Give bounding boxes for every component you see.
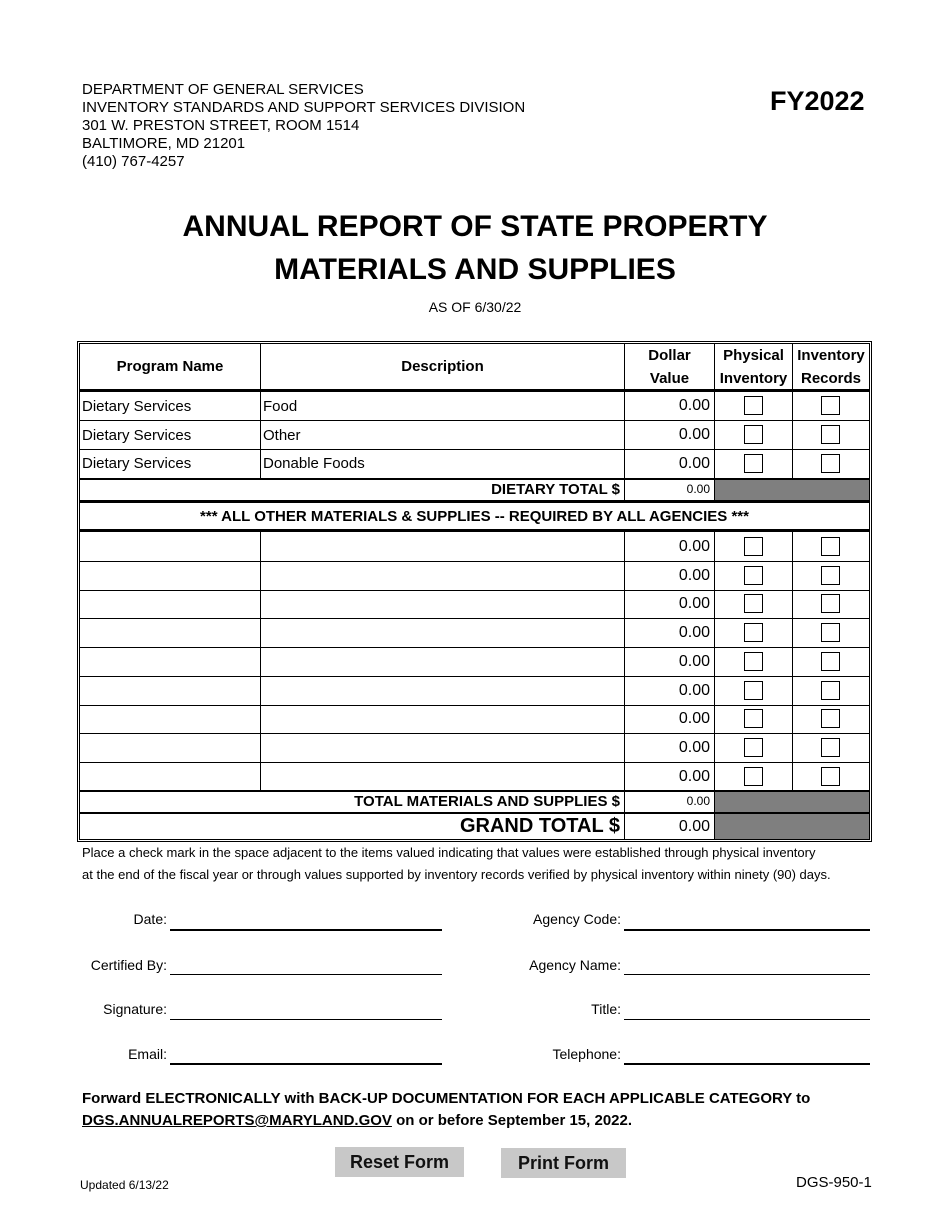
grand-total-row xyxy=(80,814,869,839)
grand-total-value: 0.00 xyxy=(625,814,715,839)
agency-name-label: Agency Name: xyxy=(529,957,621,973)
col-header-records-l2: Records xyxy=(800,369,862,387)
col-header-description-label: Description xyxy=(401,358,484,375)
table-row xyxy=(80,561,869,590)
dietary-total-value: 0.00 xyxy=(625,478,715,500)
program-name-cell[interactable] xyxy=(80,561,261,590)
instruction-note-line1: Place a check mark in the space adjacent to the items valued indicating that values were established through physical inventory xyxy=(82,845,816,860)
physical-inventory-cell xyxy=(715,647,793,676)
page-title-line2: MATERIALS AND SUPPLIES xyxy=(274,253,676,286)
description-cell[interactable]: Donable Foods xyxy=(261,449,625,478)
address-line: DEPARTMENT OF GENERAL SERVICES xyxy=(82,81,364,98)
table-row xyxy=(80,618,869,647)
physical-inventory-cell xyxy=(715,392,793,420)
address-line: INVENTORY STANDARDS AND SUPPORT SERVICES DIVISION xyxy=(82,99,526,116)
inventory-table xyxy=(77,341,872,842)
telephone-label: Telephone: xyxy=(552,1046,621,1062)
col-header-dollar-l1: Dollar xyxy=(648,346,691,364)
dietary-total-label: DIETARY TOTAL $ xyxy=(80,478,625,500)
inventory-records-checkbox[interactable] xyxy=(821,681,840,700)
signature-label: Signature: xyxy=(103,1001,167,1017)
col-header-records-l1: Inventory xyxy=(797,346,865,364)
inventory-records-checkbox[interactable] xyxy=(821,623,840,642)
physical-inventory-checkbox[interactable] xyxy=(744,425,763,444)
physical-inventory-checkbox[interactable] xyxy=(744,623,763,642)
table-row xyxy=(80,421,869,449)
col-header-description xyxy=(261,344,625,389)
dollar-value-cell[interactable]: 0.00 xyxy=(625,449,715,478)
description-cell[interactable] xyxy=(261,589,625,618)
description-cell[interactable] xyxy=(261,618,625,647)
physical-inventory-checkbox[interactable] xyxy=(744,652,763,671)
inventory-records-checkbox[interactable] xyxy=(821,709,840,728)
physical-inventory-checkbox[interactable] xyxy=(744,537,763,556)
email-field[interactable] xyxy=(170,1063,442,1065)
inventory-records-cell xyxy=(793,532,869,561)
inventory-records-checkbox[interactable] xyxy=(821,652,840,671)
table-row xyxy=(80,762,869,791)
page-title-line1: ANNUAL REPORT OF STATE PROPERTY xyxy=(182,210,768,243)
dollar-value-cell[interactable]: 0.00 xyxy=(625,733,715,762)
program-name-cell[interactable] xyxy=(80,762,261,791)
instruction-note-line2: at the end of the fiscal year or through values supported by inventory records verified by physical inventory within ninety (90) days. xyxy=(82,867,831,882)
inventory-records-cell xyxy=(793,647,869,676)
program-name-cell[interactable] xyxy=(80,532,261,561)
inventory-records-cell xyxy=(793,561,869,590)
physical-inventory-checkbox[interactable] xyxy=(744,767,763,786)
certified-by-label: Certified By: xyxy=(90,957,167,973)
total-materials-row xyxy=(80,790,869,812)
updated-date: Updated 6/13/22 xyxy=(80,1178,169,1192)
inventory-records-cell xyxy=(793,762,869,791)
dollar-value-cell[interactable]: 0.00 xyxy=(625,532,715,561)
table-row xyxy=(80,589,869,618)
physical-inventory-checkbox[interactable] xyxy=(744,594,763,613)
inventory-records-checkbox[interactable] xyxy=(821,594,840,613)
forward-line1: Forward ELECTRONICALLY with BACK-UP DOCUMENTATION FOR EACH APPLICABLE CATEGORY to xyxy=(82,1090,811,1107)
dollar-value-cell[interactable]: 0.00 xyxy=(625,704,715,733)
email-label: Email: xyxy=(128,1046,167,1062)
physical-inventory-checkbox[interactable] xyxy=(744,454,763,473)
inventory-records-checkbox[interactable] xyxy=(821,425,840,444)
agency-address xyxy=(82,81,525,171)
address-line: 301 W. PRESTON STREET, ROOM 1514 xyxy=(82,117,360,134)
print-form-button[interactable]: Print Form xyxy=(501,1148,626,1178)
dollar-value-cell[interactable]: 0.00 xyxy=(625,561,715,590)
table-header-row xyxy=(80,344,869,389)
col-header-dollar-l2: Value xyxy=(649,369,690,387)
col-header-dollar xyxy=(625,344,715,389)
physical-inventory-cell xyxy=(715,532,793,561)
table-row xyxy=(80,392,869,420)
table-row xyxy=(80,647,869,676)
date-field[interactable] xyxy=(170,929,442,931)
program-name-cell[interactable] xyxy=(80,704,261,733)
total-materials-value: 0.00 xyxy=(625,790,715,812)
dollar-value-cell[interactable]: 0.00 xyxy=(625,762,715,791)
dollar-value-cell[interactable]: 0.00 xyxy=(625,647,715,676)
physical-inventory-checkbox[interactable] xyxy=(744,709,763,728)
as-of-date: AS OF 6/30/22 xyxy=(428,299,522,315)
inventory-records-cell xyxy=(793,392,869,420)
col-header-program xyxy=(80,344,261,389)
program-name-cell[interactable] xyxy=(80,618,261,647)
physical-inventory-cell xyxy=(715,762,793,791)
dietary-total-row xyxy=(80,478,869,500)
table-row xyxy=(80,733,869,762)
total-materials-shade xyxy=(715,790,869,812)
address-line: (410) 767-4257 xyxy=(82,153,185,170)
inventory-records-cell xyxy=(793,704,869,733)
col-header-program-label: Program Name xyxy=(116,358,224,375)
fiscal-year: FY2022 xyxy=(770,86,865,116)
physical-inventory-cell xyxy=(715,449,793,478)
dollar-value-cell[interactable]: 0.00 xyxy=(625,589,715,618)
telephone-field[interactable] xyxy=(624,1063,870,1065)
col-header-physical-l2: Inventory xyxy=(719,369,788,387)
agency-code-field[interactable] xyxy=(624,929,870,931)
physical-inventory-checkbox[interactable] xyxy=(744,566,763,585)
description-cell[interactable] xyxy=(261,561,625,590)
inventory-records-cell xyxy=(793,449,869,478)
description-cell[interactable] xyxy=(261,704,625,733)
table-row xyxy=(80,532,869,561)
physical-inventory-cell xyxy=(715,421,793,449)
program-name-cell[interactable] xyxy=(80,589,261,618)
program-name-cell[interactable] xyxy=(80,733,261,762)
agency-name-field[interactable] xyxy=(624,974,870,975)
physical-inventory-cell xyxy=(715,704,793,733)
address-line: BALTIMORE, MD 21201 xyxy=(82,135,246,152)
dollar-value-cell[interactable]: 0.00 xyxy=(625,421,715,449)
table-row xyxy=(80,704,869,733)
description-cell[interactable] xyxy=(261,762,625,791)
dollar-value-cell[interactable]: 0.00 xyxy=(625,618,715,647)
table-row xyxy=(80,676,869,705)
col-header-physical-l1: Physical xyxy=(723,346,784,364)
program-name-cell[interactable] xyxy=(80,647,261,676)
inventory-records-cell xyxy=(793,618,869,647)
grand-total-label: GRAND TOTAL $ xyxy=(80,814,625,839)
inventory-records-cell xyxy=(793,676,869,705)
inventory-records-cell xyxy=(793,589,869,618)
other-materials-banner: *** ALL OTHER MATERIALS & SUPPLIES -- REQUIRED BY ALL AGENCIES *** xyxy=(200,507,749,525)
physical-inventory-cell xyxy=(715,561,793,590)
physical-inventory-checkbox[interactable] xyxy=(744,396,763,415)
inventory-records-checkbox[interactable] xyxy=(821,537,840,556)
physical-inventory-cell xyxy=(715,589,793,618)
grand-total-shade xyxy=(715,814,869,839)
table-row xyxy=(80,449,869,478)
title-label: Title: xyxy=(591,1001,621,1017)
physical-inventory-checkbox[interactable] xyxy=(744,681,763,700)
description-cell[interactable] xyxy=(261,647,625,676)
program-name-cell[interactable] xyxy=(80,676,261,705)
inventory-records-checkbox[interactable] xyxy=(821,738,840,757)
physical-inventory-cell xyxy=(715,676,793,705)
title-field[interactable] xyxy=(624,1019,870,1020)
dietary-total-shade xyxy=(715,478,869,500)
dollar-value-cell[interactable]: 0.00 xyxy=(625,676,715,705)
program-name-cell[interactable]: Dietary Services xyxy=(80,449,261,478)
forward-deadline: on or before September 15, 2022. xyxy=(391,1112,633,1129)
inventory-records-checkbox[interactable] xyxy=(821,454,840,473)
physical-inventory-cell xyxy=(715,733,793,762)
col-header-physical xyxy=(715,344,793,389)
physical-inventory-cell xyxy=(715,618,793,647)
forward-line2 xyxy=(82,1110,810,1132)
agency-code-label: Agency Code: xyxy=(533,911,621,927)
forward-instructions xyxy=(82,1088,810,1132)
form-number: DGS-950-1 xyxy=(796,1174,872,1191)
signature-field[interactable] xyxy=(170,1019,442,1020)
physical-inventory-checkbox[interactable] xyxy=(744,738,763,757)
inventory-records-checkbox[interactable] xyxy=(821,767,840,786)
inventory-records-checkbox[interactable] xyxy=(821,566,840,585)
program-name-cell[interactable]: Dietary Services xyxy=(80,421,261,449)
description-cell[interactable]: Food xyxy=(261,392,625,420)
submission-email-link[interactable]: DGS.ANNUALREPORTS@MARYLAND.GOV xyxy=(82,1112,392,1129)
program-name-cell[interactable]: Dietary Services xyxy=(80,392,261,420)
reset-form-button[interactable]: Reset Form xyxy=(335,1147,464,1177)
total-materials-label: TOTAL MATERIALS AND SUPPLIES $ xyxy=(80,790,625,812)
description-cell[interactable] xyxy=(261,676,625,705)
inventory-records-cell xyxy=(793,733,869,762)
date-label: Date: xyxy=(133,911,167,927)
certified-by-field[interactable] xyxy=(170,974,442,975)
description-cell[interactable]: Other xyxy=(261,421,625,449)
col-header-records xyxy=(793,344,869,389)
dollar-value-cell[interactable]: 0.00 xyxy=(625,392,715,420)
inventory-records-cell xyxy=(793,421,869,449)
description-cell[interactable] xyxy=(261,532,625,561)
inventory-records-checkbox[interactable] xyxy=(821,396,840,415)
description-cell[interactable] xyxy=(261,733,625,762)
